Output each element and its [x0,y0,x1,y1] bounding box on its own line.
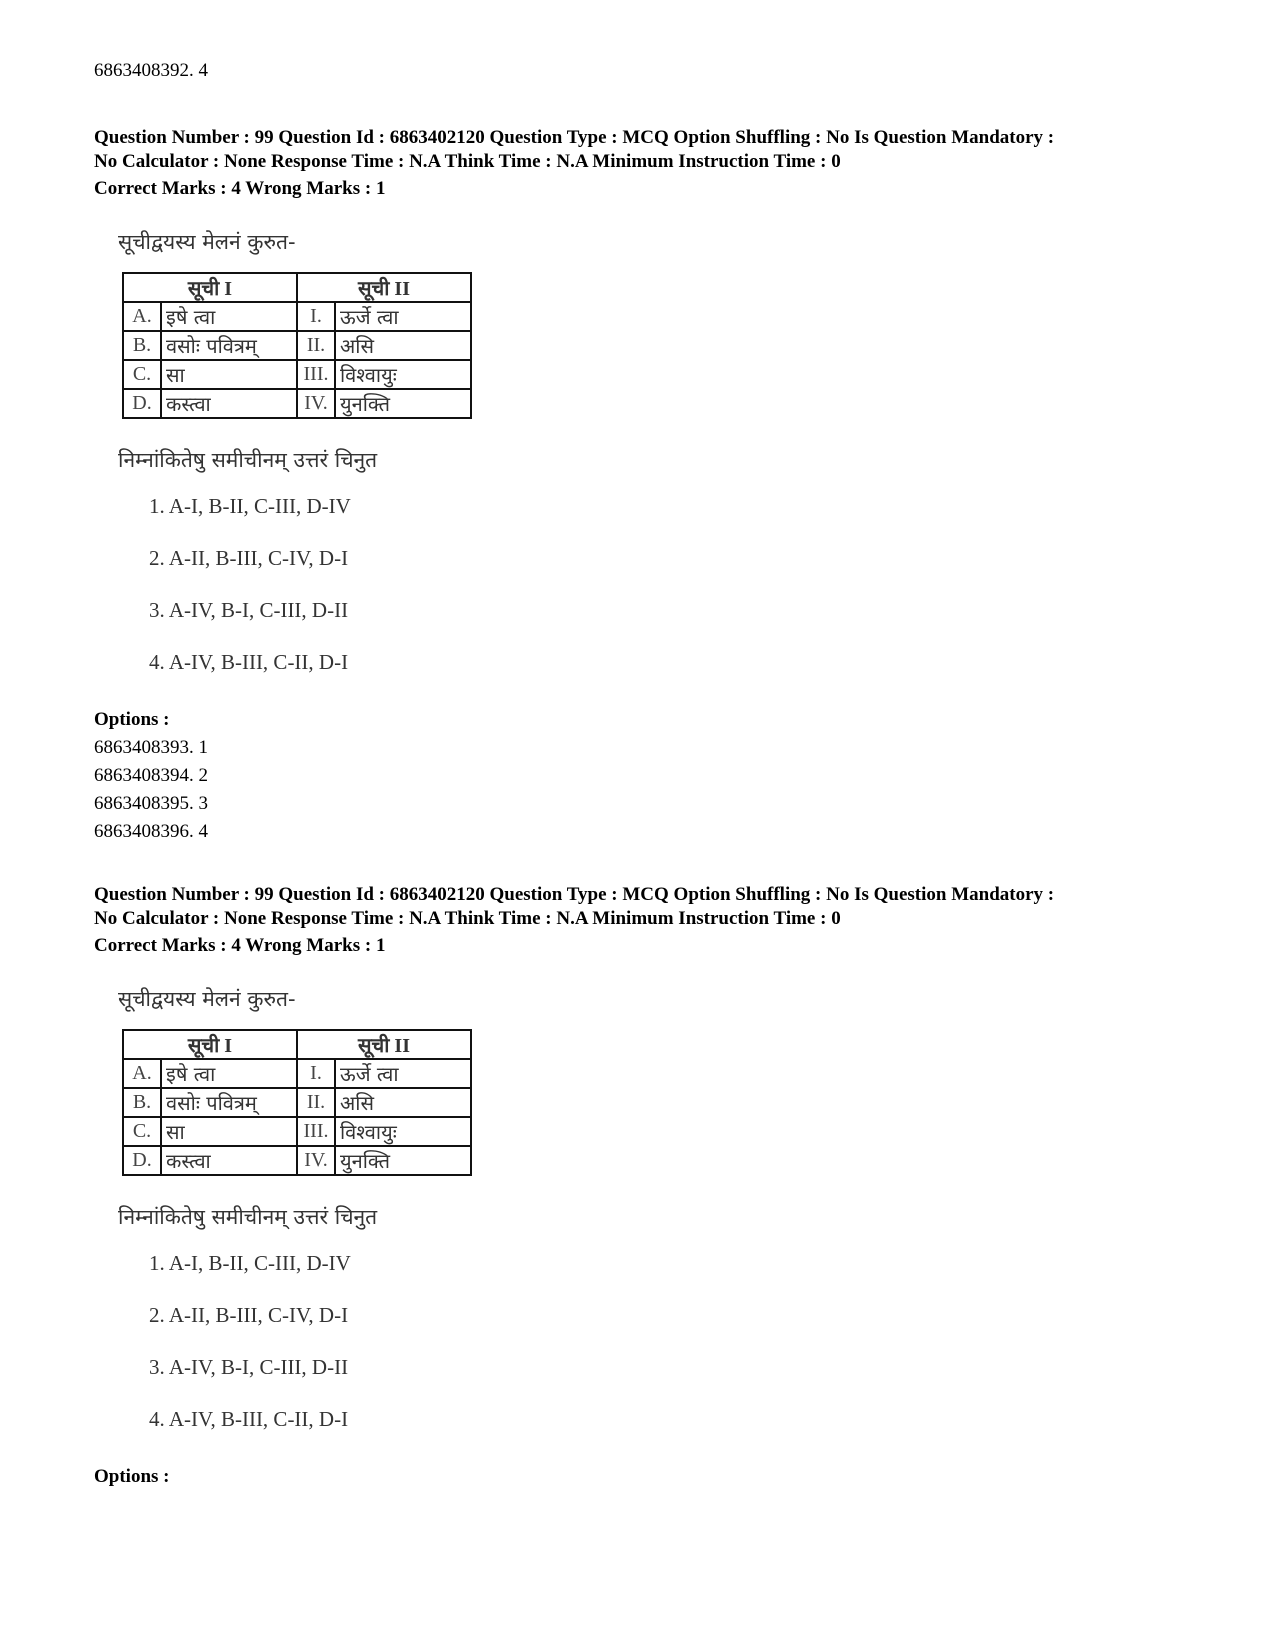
row-label: D. [123,389,161,418]
previous-option: 6863408392. 4 [94,60,208,81]
question-prompt: निम्नांकितेषु समीचीनम् उत्तरं चिनुत [118,448,378,472]
col2-header: सूची II [297,1030,471,1059]
table-row [123,360,471,389]
question-prompt: निम्नांकितेषु समीचीनम् उत्तरं चिनुत [118,1205,378,1229]
row-label: I. [297,302,335,331]
row-label: B. [123,331,161,360]
row-label: C. [123,360,161,389]
row-value: सा [161,360,297,389]
col1-header: सूची I [123,1030,297,1059]
row-label: A. [123,1059,161,1088]
match-table [122,272,472,419]
table-row [123,1088,471,1117]
question-instruction: सूचीद्वयस्य मेलनं कुरुत- [118,987,296,1011]
answer-choice: 2. A-II, B-III, C-IV, D-I [149,1303,349,1327]
row-value: इषे त्वा [161,302,297,331]
row-value: युनक्ति [335,1146,471,1175]
row-value: इषे त्वा [161,1059,297,1088]
col2-header: सूची II [297,273,471,302]
question-instruction: सूचीद्वयस्य मेलनं कुरुत- [118,230,296,254]
answer-choice: 4. A-IV, B-III, C-II, D-I [149,1407,349,1431]
row-value: कस्त्वा [161,389,297,418]
option-id: 6863408393. 1 [94,737,208,758]
table-row [123,389,471,418]
row-value: कस्त्वा [161,1146,297,1175]
question-marks: Correct Marks : 4 Wrong Marks : 1 [94,178,386,199]
table-row [123,1117,471,1146]
answer-choice: 1. A-I, B-II, C-III, D-IV [149,1251,351,1275]
row-value: असि [335,331,471,360]
question-marks: Correct Marks : 4 Wrong Marks : 1 [94,935,386,956]
answer-choice: 2. A-II, B-III, C-IV, D-I [149,546,349,570]
row-label: IV. [297,1146,335,1175]
row-value: वसोः पवित्रम् [161,331,297,360]
options-label: Options : [94,1466,170,1487]
answer-choice: 1. A-I, B-II, C-III, D-IV [149,494,351,518]
option-id: 6863408395. 3 [94,793,208,814]
answer-choice: 3. A-IV, B-I, C-III, D-II [149,598,349,622]
row-label: III. [297,1117,335,1146]
row-value: सा [161,1117,297,1146]
table-row [123,1059,471,1088]
row-value: विश्वायुः [335,360,471,389]
row-label: B. [123,1088,161,1117]
question-header-line1: Question Number : 99 Question Id : 6863402120 Question Type : MCQ Option Shuffling : No Is Question Mandatory : [94,884,1055,905]
row-label: C. [123,1117,161,1146]
row-value: असि [335,1088,471,1117]
row-value: युनक्ति [335,389,471,418]
row-label: I. [297,1059,335,1088]
question-header-line1: Question Number : 99 Question Id : 6863402120 Question Type : MCQ Option Shuffling : No Is Question Mandatory : [94,127,1055,148]
options-label: Options : [94,709,170,730]
match-table [122,1029,472,1176]
row-label: IV. [297,389,335,418]
question-header-line2: No Calculator : None Response Time : N.A Think Time : N.A Minimum Instruction Time : 0 [94,908,841,929]
col1-header: सूची I [123,273,297,302]
row-label: II. [297,331,335,360]
row-label: II. [297,1088,335,1117]
answer-choice: 4. A-IV, B-III, C-II, D-I [149,650,349,674]
row-label: A. [123,302,161,331]
table-row [123,1146,471,1175]
option-id: 6863408394. 2 [94,765,208,786]
row-value: विश्वायुः [335,1117,471,1146]
question-header-line2: No Calculator : None Response Time : N.A Think Time : N.A Minimum Instruction Time : 0 [94,151,841,172]
row-value: ऊर्जे त्वा [335,302,471,331]
row-label: D. [123,1146,161,1175]
row-value: ऊर्जे त्वा [335,1059,471,1088]
row-value: वसोः पवित्रम् [161,1088,297,1117]
row-label: III. [297,360,335,389]
table-row [123,331,471,360]
answer-choice: 3. A-IV, B-I, C-III, D-II [149,1355,349,1379]
table-row [123,302,471,331]
option-id: 6863408396. 4 [94,821,208,842]
